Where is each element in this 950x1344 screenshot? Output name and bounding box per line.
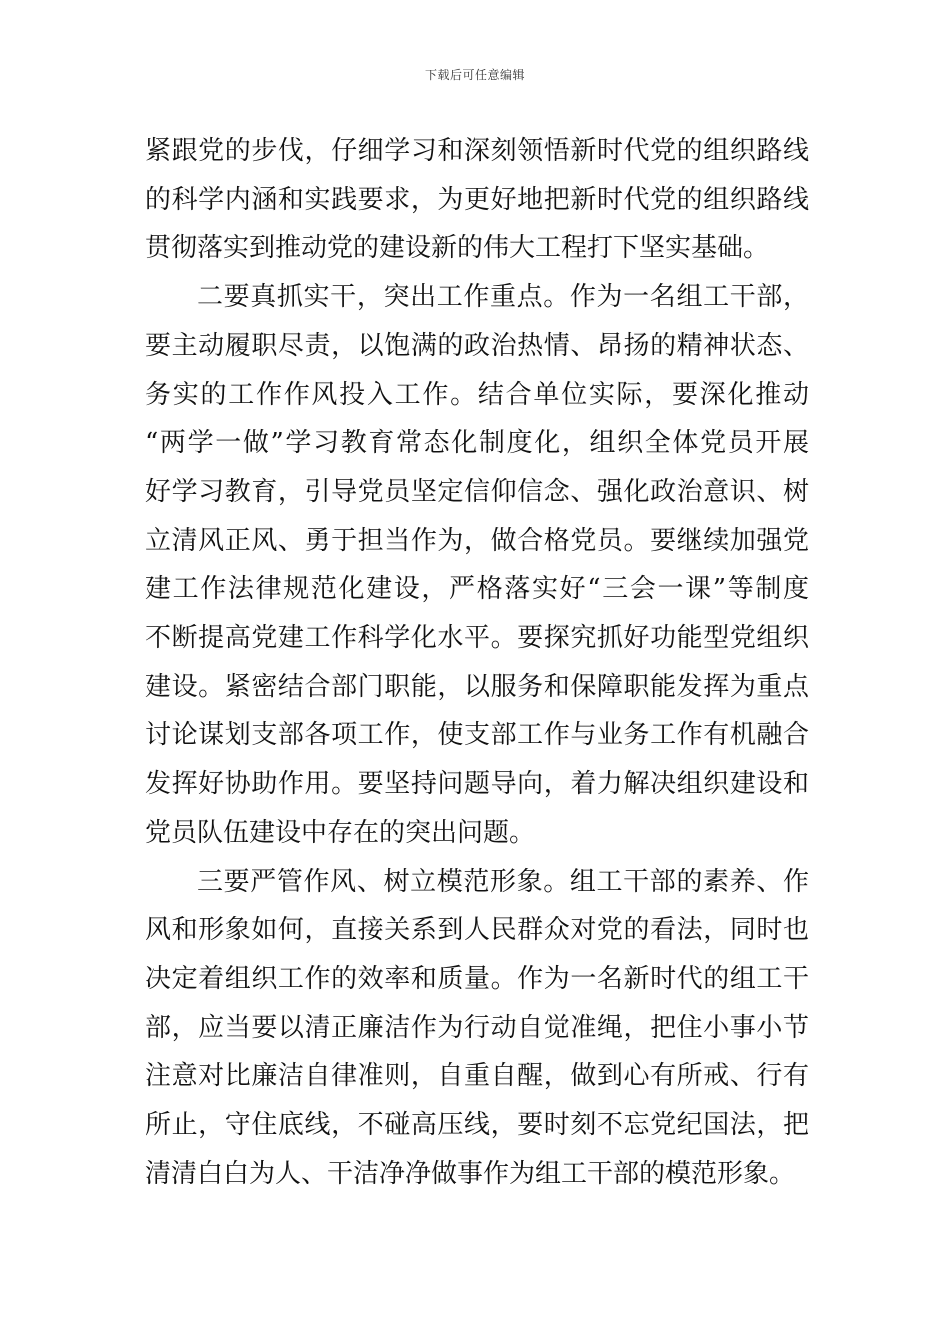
paragraph-1-line-3: 贯彻落实到推动党的建设新的伟大工程打下坚实基础。 xyxy=(145,233,770,264)
paragraph-3-line-3: 决定着组织工作的效率和质量。作为一名新时代的组工干 xyxy=(145,963,809,994)
paragraph-2-line-11: 发挥好协助作用。要坚持问题导向，着力解决组织建设和 xyxy=(145,769,809,800)
paragraph-2-line-3: 务实的工作作风投入工作。结合单位实际，要深化推动 xyxy=(145,379,809,410)
paragraph-2-line-7: 建工作法律规范化建设，严格落实好“三会一课”等制度 xyxy=(145,574,809,605)
paragraph-3-line-1: 三要严管作风、树立模范形象。组工干部的素养、作 xyxy=(197,866,809,897)
page-header: 下载后可任意编辑 xyxy=(424,68,525,82)
paragraph-2-line-5: 好学习教育，引导党员坚定信仰信念、强化政治意识、树 xyxy=(145,476,809,507)
paragraph-2-line-6: 立清风正风、勇于担当作为，做合格党员。要继续加强党 xyxy=(145,525,809,556)
paragraph-2-line-4: “两学一做”学习教育常态化制度化，组织全体党员开展 xyxy=(145,428,809,459)
paragraph-3-line-7: 清清白白为人、干洁净净做事作为组工干部的模范形象。 xyxy=(145,1158,796,1189)
paragraph-3-line-5: 注意对比廉洁自律准则，自重自醒，做到心有所戒、行有 xyxy=(145,1061,809,1092)
paragraph-3-line-4: 部，应当要以清正廉洁作为行动自觉准绳，把住小事小节 xyxy=(145,1012,809,1043)
paragraph-2-line-10: 讨论谋划支部各项工作，使支部工作与业务工作有机融合 xyxy=(145,720,809,751)
paragraph-2-line-1: 二要真抓实干，突出工作重点。作为一名组工干部， xyxy=(197,282,809,313)
paragraph-2-line-12: 党员队伍建设中存在的突出问题。 xyxy=(145,817,536,848)
paragraph-3-line-6: 所止，守住底线，不碰高压线，要时刻不忘党纪国法，把 xyxy=(145,1110,809,1141)
paragraph-1-line-1: 紧跟党的步伐，仔细学习和深刻领悟新时代党的组织路线 xyxy=(145,136,809,166)
document-body xyxy=(145,127,809,1198)
paragraph-2-line-8: 不断提高党建工作科学化水平。要探究抓好功能型党组织 xyxy=(145,623,809,654)
paragraph-2-line-9: 建设。紧密结合部门职能，以服务和保障职能发挥为重点 xyxy=(145,671,809,702)
paragraph-3-line-2: 风和形象如何，直接关系到人民群众对党的看法，同时也 xyxy=(145,915,809,946)
paragraph-1-line-2: 的科学内涵和实践要求，为更好地把新时代党的组织路线 xyxy=(145,184,809,215)
paragraph-2-line-2: 要主动履职尽责，以饱满的政治热情、昂扬的精神状态、 xyxy=(145,330,809,361)
